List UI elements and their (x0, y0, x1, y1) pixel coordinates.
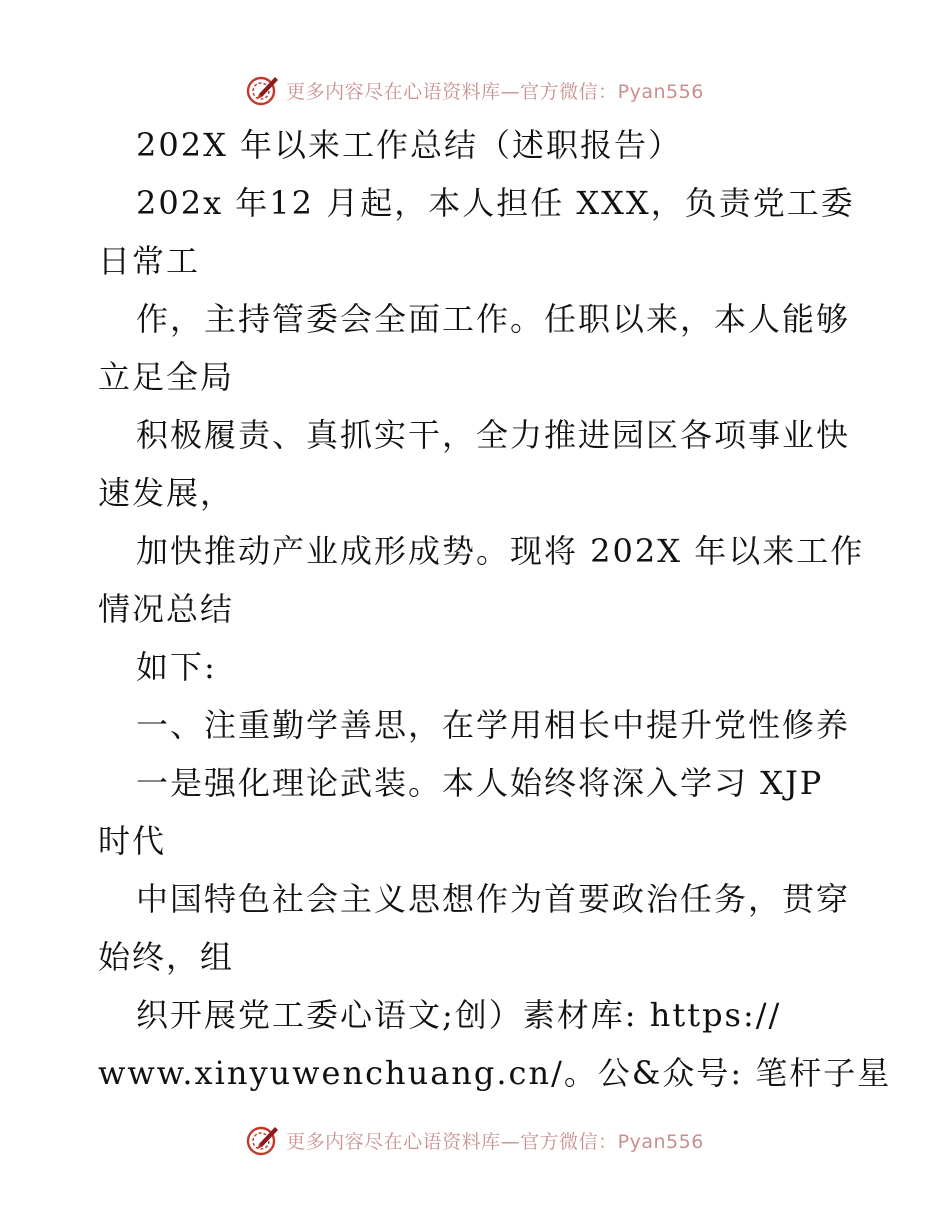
footer-watermark-banner (0, 1120, 950, 1160)
text-line: 如下: (136, 648, 217, 686)
text-line: 情况总结 (98, 590, 235, 628)
text-line: 始终，组 (98, 938, 235, 976)
pen-logo-icon (246, 73, 280, 107)
text-line: 中国特色社会主义思想作为首要政治任务，贯穿 (136, 880, 851, 918)
pen-logo-icon (246, 1123, 280, 1157)
header-watermark-banner (0, 70, 950, 110)
text-line: www.xinyuwenchuang.cn/。公&众号: 笔杆子星 (98, 1054, 892, 1092)
text-line: 一、注重勤学善思，在学用相长中提升党性修养 (136, 706, 851, 744)
text-line: 作，主持管委会全面工作。任职以来，本人能够 (136, 300, 851, 338)
text-line: 加快推动产业成形成势。现将 202X 年以来工作 (136, 532, 865, 570)
document-body (98, 116, 898, 1102)
text-line: 积极履责、真抓实干，全力推进园区各项事业快 (136, 416, 851, 454)
text-line: 日常工 (98, 242, 201, 280)
text-line: 立足全局 (98, 358, 235, 396)
text-line: 织开展党工委心语文;创）素材库: https:// (136, 996, 782, 1034)
watermark-text: 更多内容尽在心语资料库—官方微信：Pyan556 (286, 80, 704, 103)
text-line: 一是强化理论武装。本人始终将深入学习 XJP (136, 764, 824, 802)
watermark-text: 更多内容尽在心语资料库—官方微信：Pyan556 (286, 1130, 704, 1153)
text-line: 速发展， (98, 474, 235, 512)
text-line: 时代 (98, 822, 167, 860)
text-line: 202x 年12 月起，本人担任 XXX，负责党工委 (136, 184, 855, 222)
text-line: 202X 年以来工作总结（述职报告） (136, 126, 683, 164)
